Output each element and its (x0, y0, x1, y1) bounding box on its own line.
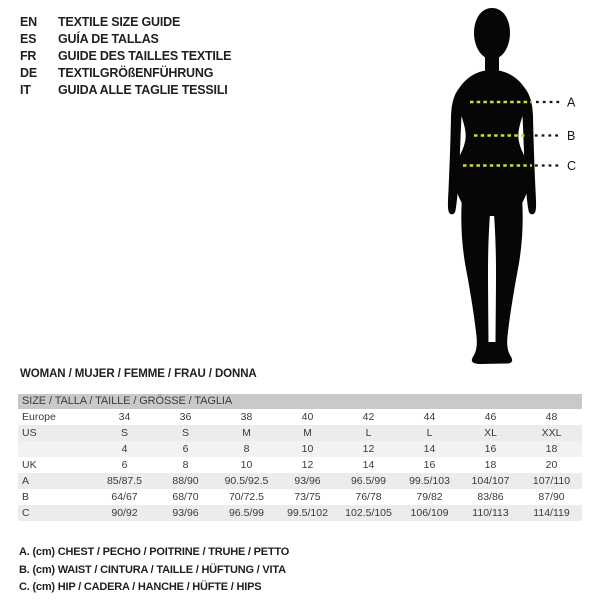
language-code: IT (20, 83, 31, 97)
language-code: ES (20, 32, 37, 46)
size-cell: 106/109 (410, 507, 449, 519)
size-cell: 76/78 (355, 491, 382, 503)
size-cell: L (365, 427, 372, 439)
marker-label-a: A (567, 95, 576, 110)
size-cell: 12 (362, 443, 375, 455)
table-row-waist (18, 489, 582, 505)
size-cell: 104/107 (471, 475, 510, 487)
size-cell: 8 (182, 459, 189, 471)
size-cell: 20 (545, 459, 558, 471)
table-row-hip (18, 505, 582, 521)
size-cell: 18 (484, 459, 497, 471)
size-cell: 88/90 (172, 475, 199, 487)
language-label: GUIDE DES TAILLES TEXTILE (58, 49, 232, 63)
size-cell: 93/96 (172, 507, 199, 519)
row-label (18, 441, 94, 457)
size-cell: 114/119 (533, 507, 570, 519)
language-label: TEXTILGRÖßENFÜHRUNG (58, 66, 214, 80)
size-cell: 73/75 (294, 491, 321, 503)
size-cell: 36 (179, 411, 192, 423)
size-cell: 90/92 (111, 507, 138, 519)
size-cell: 10 (301, 443, 314, 455)
size-cell: 87/90 (538, 491, 565, 503)
table-row-europe (18, 409, 582, 425)
size-cell: 40 (301, 411, 314, 423)
size-cell: 70/72.5 (228, 491, 265, 503)
size-cell: 6 (121, 459, 128, 471)
size-cell: 46 (484, 411, 497, 423)
measurement-legend (19, 544, 289, 597)
section-title: WOMAN / MUJER / FEMME / FRAU / DONNA (20, 368, 257, 380)
size-cell: S (120, 427, 128, 439)
legend-chest: A. (cm) CHEST / PECHO / POITRINE / TRUHE / PETTO (19, 546, 290, 558)
legend-waist: B. (cm) WAIST / CINTURA / TAILLE / HÜFTUNG / VITA (19, 563, 286, 576)
size-cell: 8 (243, 443, 250, 455)
row-label: US (22, 427, 37, 439)
size-cell: 68/70 (172, 491, 199, 503)
language-list (20, 14, 231, 99)
language-code: FR (20, 49, 37, 63)
size-cell: 42 (362, 411, 375, 423)
size-cell: 102.5/105 (345, 507, 392, 519)
size-cell: 99.5/103 (409, 475, 450, 487)
size-cell: 110/113 (472, 507, 509, 519)
size-cell: 83/86 (477, 491, 504, 503)
language-label: GUIDA ALLE TAGLIE TESSILI (58, 83, 228, 97)
language-row-en (20, 14, 231, 31)
woman-silhouette-icon (448, 8, 536, 364)
size-cell: 16 (423, 459, 436, 471)
size-cell: XL (484, 427, 497, 439)
size-table-header: SIZE / TALLA / TAILLE / GRÖSSE / TAGLIA (18, 394, 582, 409)
size-cell: 14 (423, 443, 436, 455)
table-row-us (18, 425, 582, 441)
size-cell: 85/87.5 (106, 475, 143, 487)
row-label: Europe (22, 411, 56, 423)
marker-label-c: C (567, 159, 577, 173)
size-cell: 99.5/102 (287, 507, 328, 519)
size-cell: 44 (423, 411, 436, 423)
language-row-de (20, 65, 231, 82)
size-cell: 18 (545, 443, 558, 455)
row-label: B (22, 491, 30, 503)
language-label: TEXTILE SIZE GUIDE (58, 15, 181, 29)
language-row-it (20, 82, 231, 99)
size-cell: 90.5/92.5 (224, 475, 269, 487)
size-cell: 12 (301, 459, 314, 471)
row-label: A (22, 475, 30, 487)
size-cell: M (303, 427, 312, 439)
measurement-figure (430, 0, 600, 380)
size-cell: 79/82 (416, 491, 443, 503)
size-cell: 93/96 (294, 475, 321, 487)
size-cell: 96.5/99 (228, 507, 265, 519)
size-cell: 34 (118, 411, 131, 423)
language-code: DE (20, 66, 37, 80)
size-cell: 16 (484, 443, 497, 455)
size-cell: 107/110 (532, 475, 571, 487)
size-cell: 64/67 (111, 491, 138, 503)
size-cell: 96.5/99 (350, 475, 387, 487)
row-label: C (22, 507, 30, 519)
row-label: UK (22, 459, 37, 471)
language-row-es (20, 31, 231, 48)
legend-hip: C. (cm) HIP / CADERA / HANCHE / HÜFTE / HIPS (19, 581, 262, 593)
language-code: EN (20, 15, 37, 29)
marker-label-b: B (567, 129, 576, 143)
size-cell: 14 (362, 459, 375, 471)
language-row-fr (20, 48, 231, 65)
size-cell: S (181, 427, 189, 439)
table-row-uk (18, 457, 582, 473)
size-cell: M (242, 427, 251, 439)
size-cell: 4 (121, 443, 128, 455)
language-label: GUÍA DE TALLAS (58, 32, 159, 46)
size-cell: 48 (545, 411, 558, 423)
table-row-chest (18, 473, 582, 489)
size-cell: 38 (240, 411, 253, 423)
table-row-us-numeric (18, 441, 582, 457)
size-cell: XXL (541, 427, 562, 439)
size-table (18, 394, 582, 521)
size-cell: 10 (240, 459, 253, 471)
size-cell: 6 (182, 443, 189, 455)
size-cell: L (426, 427, 433, 439)
